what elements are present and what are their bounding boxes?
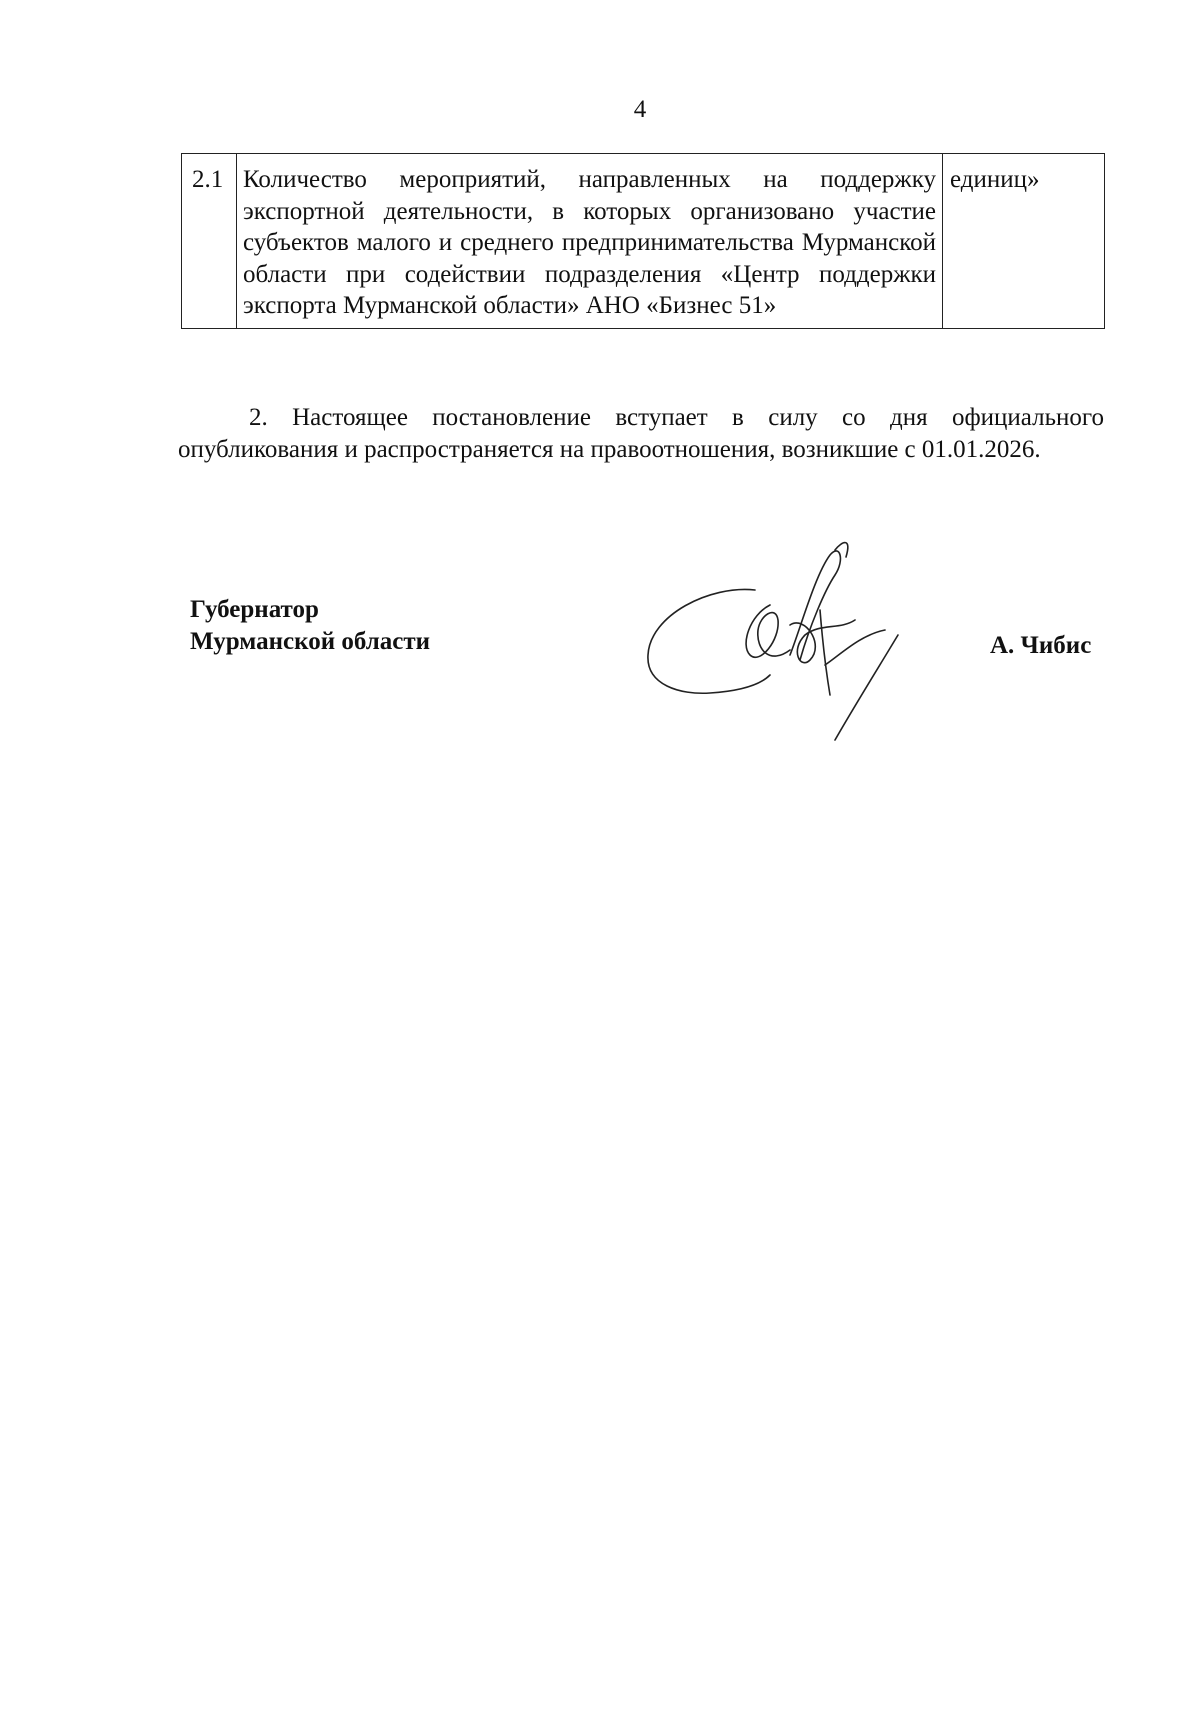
paragraph-effective-date: 2. Настоящее постановление вступает в силу со дня официального опубликования и распространяется на правоотношения, возникшие с 01.01.2026. [178, 404, 1104, 463]
signer-position-line1: Губернатор [190, 596, 319, 623]
table-row [182, 154, 1105, 329]
indicator-number: 2.1 [182, 154, 237, 329]
signer-name: А. Чибис [990, 632, 1092, 659]
indicator-table [181, 153, 1105, 329]
indicator-name: Количество мероприятий, направленных на поддержку экспортной деятельности, в которых организовано участие субъектов малого и среднего предпринимательства Мурманской области при содействии подразделения «Центр поддержки экспорта Мурманской области» АНО «Бизнес 51» [237, 154, 943, 329]
indicator-unit: единиц» [943, 154, 1105, 329]
handwritten-signature [640, 535, 920, 755]
page-number: 4 [633, 96, 647, 123]
signer-position-line2: Мурманской области [190, 628, 431, 655]
signer-position [190, 594, 430, 658]
